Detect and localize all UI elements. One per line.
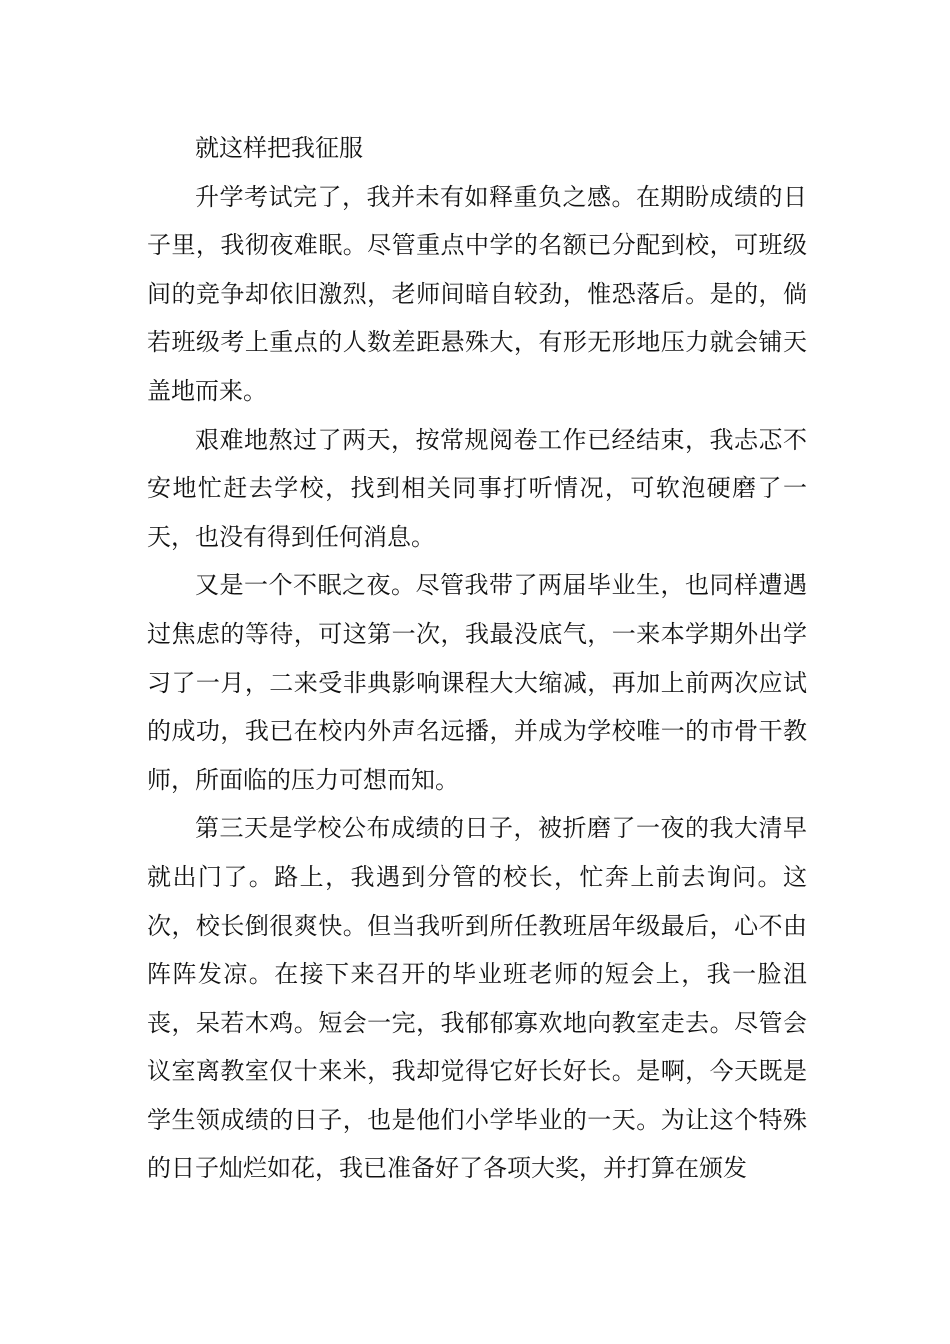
- document-body: [147, 124, 807, 1193]
- document-title: 就这样把我征服: [195, 134, 363, 162]
- paragraph-1: 升学考试完了，我并未有如释重负之感。在期盼成绩的日子里，我彻夜难眠。尽管重点中学的名额已分配到校，可班级间的竞争却依旧激烈，老师间暗自较劲，惟恐落后。是的，倘若班级考上重点的人数差距悬殊大，有形无形地压力就会铺天盖地而来。: [147, 182, 807, 405]
- paragraph-2: 艰难地熬过了两天，按常规阅卷工作已经结束，我忐忑不安地忙赶去学校，找到相关同事打听情况，可软泡硬磨了一天，也没有得到任何消息。: [147, 425, 807, 551]
- paragraph-4: 第三天是学校公布成绩的日子，被折磨了一夜的我大清早就出门了。路上，我遇到分管的校长，忙奔上前去询问。这次，校长倒很爽快。但当我听到所任教班居年级最后，心不由阵阵发凉。在接下来召开的毕业班老师的短会上，我一脸沮丧，呆若木鸡。短会一完，我郁郁寡欢地向教室走去。尽管会议室离教室仅十来米，我却觉得它好长好长。是啊，今天既是学生领成绩的日子，也是他们小学毕业的一天。为让这个特殊的日子灿烂如花，我已准备好了各项大奖，并打算在颁发: [147, 814, 807, 1183]
- paragraph-3: 又是一个不眠之夜。尽管我带了两届毕业生，也同样遭遇过焦虑的等待，可这第一次，我最没底气，一来本学期外出学习了一月，二来受非典影响课程大大缩减，再加上前两次应试的成功，我已在校内外声名远播，并成为学校唯一的市骨干教师，所面临的压力可想而知。: [147, 571, 807, 794]
